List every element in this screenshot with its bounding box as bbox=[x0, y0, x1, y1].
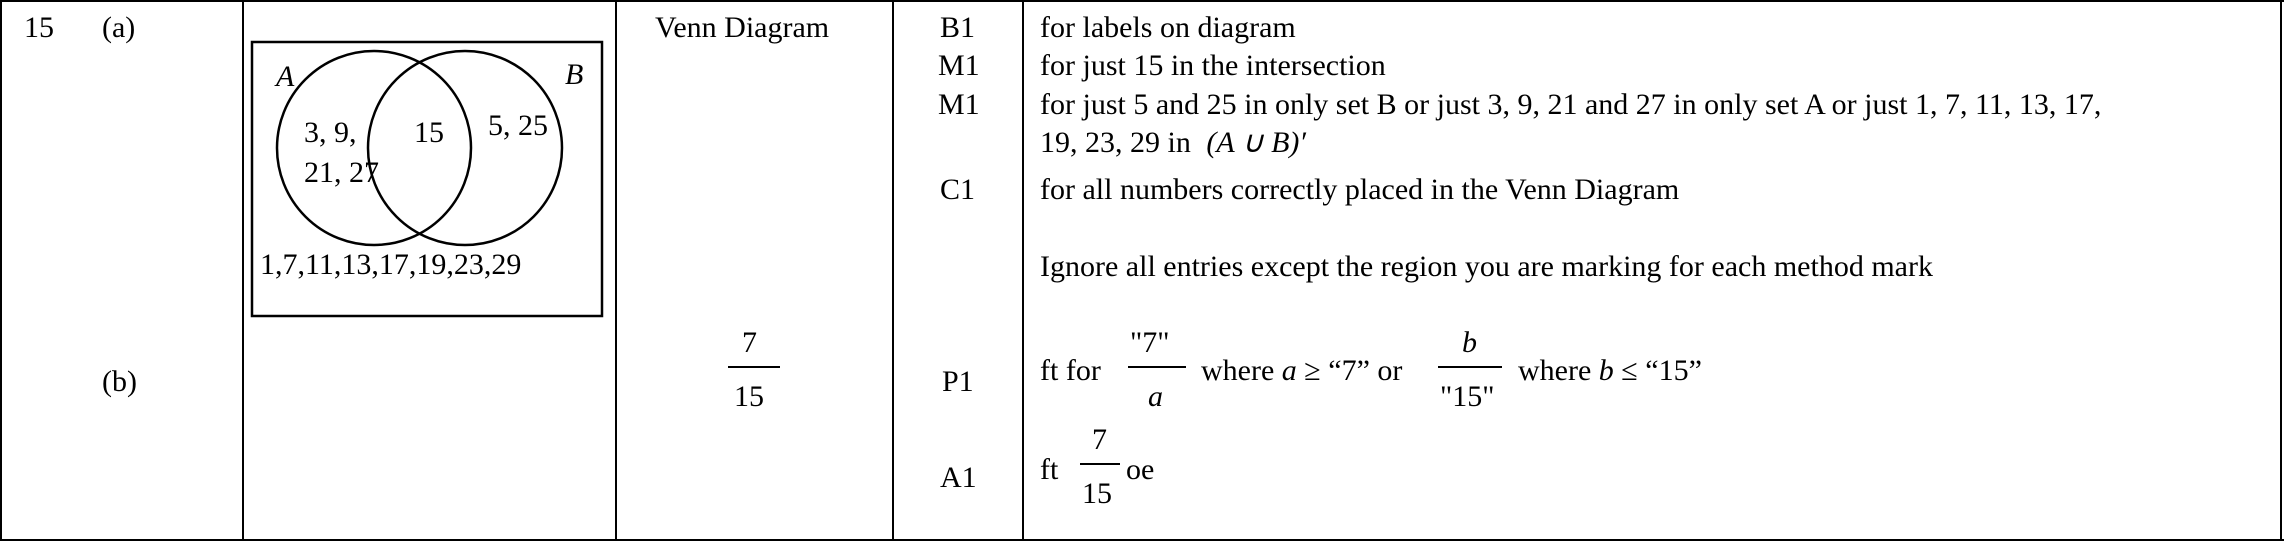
question-number: 15 bbox=[24, 11, 54, 44]
mark-m1-first: M1 bbox=[938, 49, 980, 82]
note-c1: for all numbers correctly placed in the Venn Diagram bbox=[1040, 173, 1680, 206]
venn-only-a-line2: 21, 27 bbox=[304, 156, 379, 189]
answer-b-denominator: 15 bbox=[734, 380, 764, 413]
note-m1-second-line2 bbox=[1040, 128, 1306, 158]
note-a1-suffix: oe bbox=[1126, 453, 1155, 486]
part-a-label: (a) bbox=[102, 11, 136, 44]
table-border-right bbox=[2280, 0, 2282, 540]
note-m1-first: for just 15 in the intersection bbox=[1040, 49, 1386, 82]
note-p1-fraction-2-denominator: "15" bbox=[1440, 380, 1495, 413]
note-p1-fraction-2-numerator: b bbox=[1462, 326, 1477, 359]
venn-label-b: B bbox=[565, 58, 584, 91]
column-divider bbox=[892, 0, 894, 540]
table-border-left bbox=[0, 0, 2, 540]
mark-p1: P1 bbox=[942, 365, 974, 398]
note-ignore: Ignore all entries except the region you are marking for each method mark bbox=[1040, 250, 1933, 283]
note-a1-numerator: 7 bbox=[1092, 423, 1107, 456]
note-p1-fraction-1-numerator: "7" bbox=[1130, 326, 1170, 359]
note-a1-denominator: 15 bbox=[1082, 477, 1112, 510]
venn-outside: 1,7,11,13,17,19,23,29 bbox=[260, 248, 522, 281]
note-p1-prefix: ft for bbox=[1040, 354, 1101, 387]
note-p1-variable-a: a bbox=[1281, 354, 1297, 387]
note-m1-second-line2-prefix: 19, 23, 29 in bbox=[1040, 126, 1191, 159]
table-border-top bbox=[0, 0, 2284, 2]
note-b1: for labels on diagram bbox=[1040, 11, 1296, 44]
answer-a: Venn Diagram bbox=[655, 11, 830, 44]
set-complement-expression: (A ∪ B)′ bbox=[1206, 126, 1306, 159]
column-divider bbox=[242, 0, 244, 540]
note-a1-prefix: ft bbox=[1040, 453, 1059, 486]
note-p1-condition-2-text: ≤ “15” bbox=[1621, 354, 1702, 387]
mark-a1: A1 bbox=[940, 461, 977, 494]
fraction-bar bbox=[728, 366, 780, 368]
note-p1-condition-2 bbox=[1518, 356, 1702, 386]
fraction-bar bbox=[1080, 463, 1120, 465]
fraction-bar bbox=[1438, 366, 1502, 368]
note-p1-where-1: where bbox=[1201, 354, 1275, 387]
note-p1-variable-b: b bbox=[1598, 354, 1614, 387]
venn-label-a: A bbox=[276, 60, 295, 93]
note-p1-condition-1-text: ≥ “7” or bbox=[1304, 354, 1403, 387]
table-border-bottom bbox=[0, 539, 2284, 541]
set-b-circle bbox=[368, 51, 562, 245]
column-divider bbox=[1022, 0, 1024, 540]
fraction-bar bbox=[1128, 366, 1186, 368]
note-m1-second-line1: for just 5 and 25 in only set B or just 3, 9, 21 and 27 in only set A or just 1, 7, 11, 13, 17, bbox=[1040, 88, 2102, 121]
mark-b1: B1 bbox=[940, 11, 976, 44]
note-p1-where-2: where bbox=[1518, 354, 1592, 387]
venn-only-a-line1: 3, 9, bbox=[304, 116, 357, 149]
venn-only-b: 5, 25 bbox=[488, 109, 548, 142]
note-p1-condition-1 bbox=[1201, 356, 1402, 386]
column-divider bbox=[615, 0, 617, 540]
part-b-label: (b) bbox=[102, 365, 137, 398]
mark-m1-second: M1 bbox=[938, 88, 980, 121]
answer-b-numerator: 7 bbox=[742, 326, 757, 359]
note-p1-fraction-1-denominator: a bbox=[1148, 380, 1163, 413]
mark-c1: C1 bbox=[940, 173, 976, 206]
venn-intersection: 15 bbox=[414, 116, 444, 149]
